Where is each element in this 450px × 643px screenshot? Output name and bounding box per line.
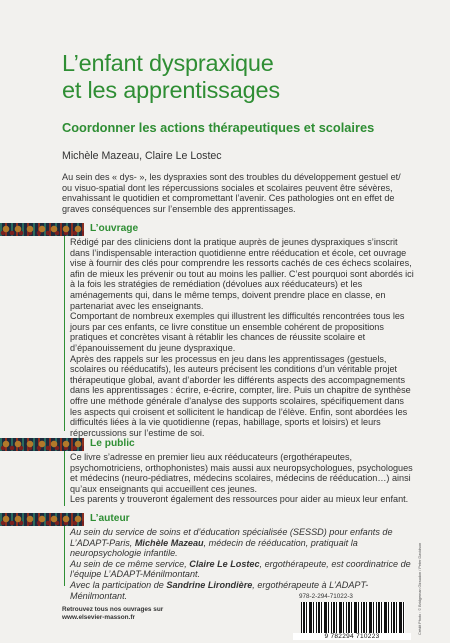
isbn: 978-2-294-71022-3: [299, 593, 353, 600]
subtitle: Coordonner les actions thérapeutiques et scolaires: [62, 120, 375, 135]
title-line-1: L’enfant dyspraxique: [62, 50, 274, 76]
author-name: Claire Le Lostec: [189, 558, 260, 569]
section-ouvrage-text: [70, 237, 415, 438]
publisher-footer: [62, 606, 163, 622]
intro-paragraph: Au sein des « dys- », les dyspraxies sont des troubles du développement gestuel et/ ou visuo-spatial dont les répercussions sociales et scolaires peuvent être sévères, envahissant le quotidien et compromettant l’avenir. Ces pathologies ont en effet de graves conséquences sur l’ensemble des apprentissages.: [62, 172, 401, 214]
book-title: [62, 50, 422, 104]
authors: Michèle Mazeau, Claire Le Lostec: [62, 150, 222, 162]
paragraph: Les parents y trouveront également des ressources pour aider au mieux leur enfant.: [70, 494, 409, 505]
barcode: [301, 602, 405, 633]
paragraph: Ce livre s’adresse en premier lieu aux rééducateurs (ergothérapeutes, psychomotriciens, orthophonistes) mais aussi aux neuropsychologues, psychologues et médecins (neuro-pédiatres, médecins scolaires, médecins de rééducation…) ainsi qu’aux enseignants qui accueillent ces jeunes.: [70, 452, 413, 494]
contributor-name: Sandrine Lirondière: [166, 579, 253, 590]
section-public-text: [70, 452, 415, 505]
decorative-band: [0, 513, 84, 526]
author-paragraph-2: Au sein de ce même service, Claire Le Lostec, ergothérapeute, est coordinatrice de l’équipe L’ADAPT-Ménilmontant.: [70, 558, 411, 580]
section-title-public: Le public: [90, 438, 135, 449]
author-paragraph-3: Avec la participation de Sandrine Lirondière, ergothérapeute à L’ADAPT-Ménilmontant.: [70, 579, 369, 601]
section-rule: [64, 526, 65, 586]
paragraph: Comportant de nombreux exemples qui illustrent les difficultés rencontrées tous les jours par ces enfants, ce livre constitue un ensemble cohérent de propositions pratiques et concrètes visant à rétablir les chances de réussite scolaire et d’épanouissement du jeune dyspraxique.: [70, 311, 405, 353]
publisher-url: www.elsevier-masson.fr: [62, 614, 135, 621]
section-title-auteur: L’auteur: [90, 513, 130, 524]
paragraph: Rédigé par des cliniciens dont la pratique auprès de jeunes dyspraxiques s’inscrit dans l’indispensable interaction quotidienne entre rééducation et école, cet ouvrage vise à fournir des clés pour comprendre les ressorts cachés de ces échecs scolaires, afin de mieux les prévenir ou tout au moins les pallier. C’est pourquoi sont abordés ici à la fois les stratégies de remédiation (dévolues aux rééducateurs) et les aménagements qui, dans le même temps, doivent prendre place en classe, en partenariat avec les enseignants.: [70, 237, 414, 311]
decorative-band: [0, 438, 84, 451]
footer-line: Retrouvez tous nos ouvrages sur: [62, 606, 164, 613]
paragraph: Après des rappels sur les processus en jeu dans les apprentissages (gestuels, scolaires ou rééducatifs), les auteurs précisent les conditions d’un véritable projet thérapeutique global, avant d’aborder les différents aspects des accompagnements dans les apprentissages : écrire, e-écrire, compter, lire. Puis un chapitre de synthèse offre une méthode générale d’analyse des supports scolaires, spécifiquement dans les aspects qui croisent et sollicitent le handicap de l’élève. Enfin, sont abordées les difficultés liées à la vie quotidienne (repas, habillage, sports et loisirs) et leurs répercussions sur l’estime de soi.: [70, 353, 411, 438]
section-rule: [64, 236, 65, 431]
author-name: Michèle Mazeau: [134, 537, 204, 548]
photo-credit: Crédit Photo : © Bridgeman Giraudon / Peter Davidson: [418, 542, 422, 635]
author-paragraph-1: Au sein du service de soins et d’éducation spécialisée (SESSD) pour enfants de L’ADAPT-Paris, Michèle Mazeau, médecin de rééducation, pratiquait la neuropsychologie infantile.: [70, 527, 393, 559]
section-auteur-text: [70, 527, 415, 601]
section-title-ouvrage: L’ouvrage: [90, 223, 139, 234]
barcode-digits: 9 782294 710223: [293, 633, 411, 640]
title-line-2: et les apprentissages: [62, 77, 280, 103]
section-rule: [64, 451, 65, 506]
decorative-band: [0, 223, 84, 236]
